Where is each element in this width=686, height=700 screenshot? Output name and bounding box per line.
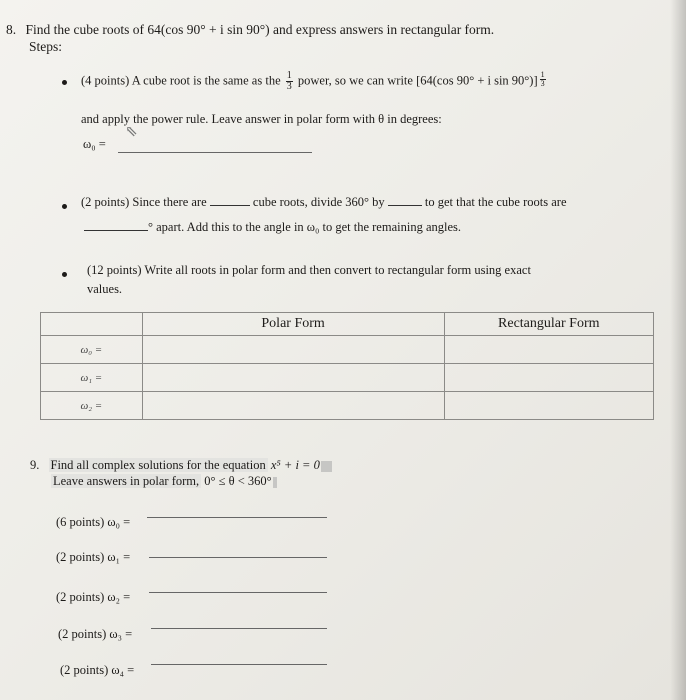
row-label-w1: ω₁ = [41,364,143,392]
answer-label: ω₄ = [111,663,135,677]
bullet-icon [62,272,67,277]
step-1-line-1 [81,71,548,92]
answer-w0 [56,515,130,530]
problem-8 [6,22,494,38]
problem-8-prompt: Find the cube roots of 64(cos 90° + i sin 90°) and express answers in rectangular form. [25,22,495,37]
divisor-blank[interactable] [388,205,422,206]
table-row [41,392,654,420]
fraction-numerator: 1 [286,70,292,81]
highlight-box-icon [321,461,332,472]
w0-answer-line[interactable] [147,517,327,518]
step-2-text-c: to get that the cube roots are [424,195,567,209]
step-1-line-2: and apply the power rule. Leave answer in polar form with θ in degrees: [81,112,442,126]
step-2-line-2 [84,220,461,235]
exponent-denominator: 3 [540,79,545,88]
table-row [41,364,654,392]
fraction-denominator: 3 [286,81,292,92]
w0-answer-line[interactable] [118,152,312,153]
table-header-blank [41,313,143,336]
answer-points: (2 points) [56,590,105,604]
answer-label: ω₂ = [107,590,131,604]
w1-polar-cell[interactable] [142,364,444,392]
problem-9-range: 0° ≤ θ < 360° [204,474,272,488]
table-header-polar: Polar Form [142,313,444,336]
step-3-line-2: values. [87,282,123,296]
answer-points: (6 points) [56,515,105,529]
one-third-fraction [286,71,293,92]
step-3-line-1: (12 points) Write all roots in polar form and then convert to rectangular form using exact [87,263,531,277]
w1-rectangular-cell[interactable] [444,364,653,392]
page-edge-shadow [670,0,686,700]
step-1-text-a: (4 points) A cube root is the same as the [81,73,281,88]
table-row [41,336,654,364]
step-2-text-d: ° apart. Add this to the angle in ω₀ to get the remaining angles. [148,220,462,234]
step-2-text-b: cube roots, divide 360° by [252,195,385,209]
roots-table [40,312,654,420]
answer-points: (2 points) [58,627,107,641]
problem-9-number: 9. [30,458,40,472]
problem-9-equation: x⁵ + i = 0 [270,458,320,472]
answer-label: ω₀ = [107,515,131,529]
w2-polar-cell[interactable] [142,392,444,420]
mouse-cursor-icon: ⇖ [125,124,138,140]
w1-answer-line[interactable] [149,557,327,558]
highlight-box-icon [273,477,277,488]
steps-label: Steps: [29,39,63,54]
step-2-text-a: (2 points) Since there are [81,195,207,209]
w4-answer-line[interactable] [151,664,327,665]
w0-polar-cell[interactable] [142,336,444,364]
problem-9-prompt: Find all complex solutions for the equation [50,458,266,472]
answer-label: ω₁ = [107,550,131,564]
problem-9-line-2 [51,474,277,489]
table-header-rectangular: Rectangular Form [444,313,653,336]
answer-label: ω₃ = [109,627,133,641]
problem-9-line-1 [30,458,332,473]
step-2-line-1 [81,195,567,210]
answer-w2 [56,590,130,605]
w2-answer-line[interactable] [149,592,327,593]
answer-points: (2 points) [60,663,109,677]
w0-label: ω₀ = [83,137,106,151]
row-label-w2: ω₂ = [41,392,143,420]
bullet-icon [62,204,67,209]
w3-answer-line[interactable] [151,628,327,629]
degrees-apart-blank[interactable] [84,230,148,231]
answer-w4 [60,663,134,678]
answer-w3 [58,627,132,642]
problem-9-instruction: Leave answers in polar form, [53,474,200,488]
table-header-row [41,313,654,336]
w2-rectangular-cell[interactable] [444,392,653,420]
answer-points: (2 points) [56,550,105,564]
exponent-numerator: 1 [540,70,545,79]
exponent-fraction [540,71,546,88]
step-1-text-b: power, so we can write [64(cos 90° + i sin 90°)] [297,73,538,88]
row-label-w0: ω₀ = [41,336,143,364]
problem-8-number: 8. [6,22,17,37]
answer-w1 [56,550,130,565]
w0-rectangular-cell[interactable] [444,336,653,364]
number-of-roots-blank[interactable] [210,205,250,206]
bullet-icon [62,80,67,85]
